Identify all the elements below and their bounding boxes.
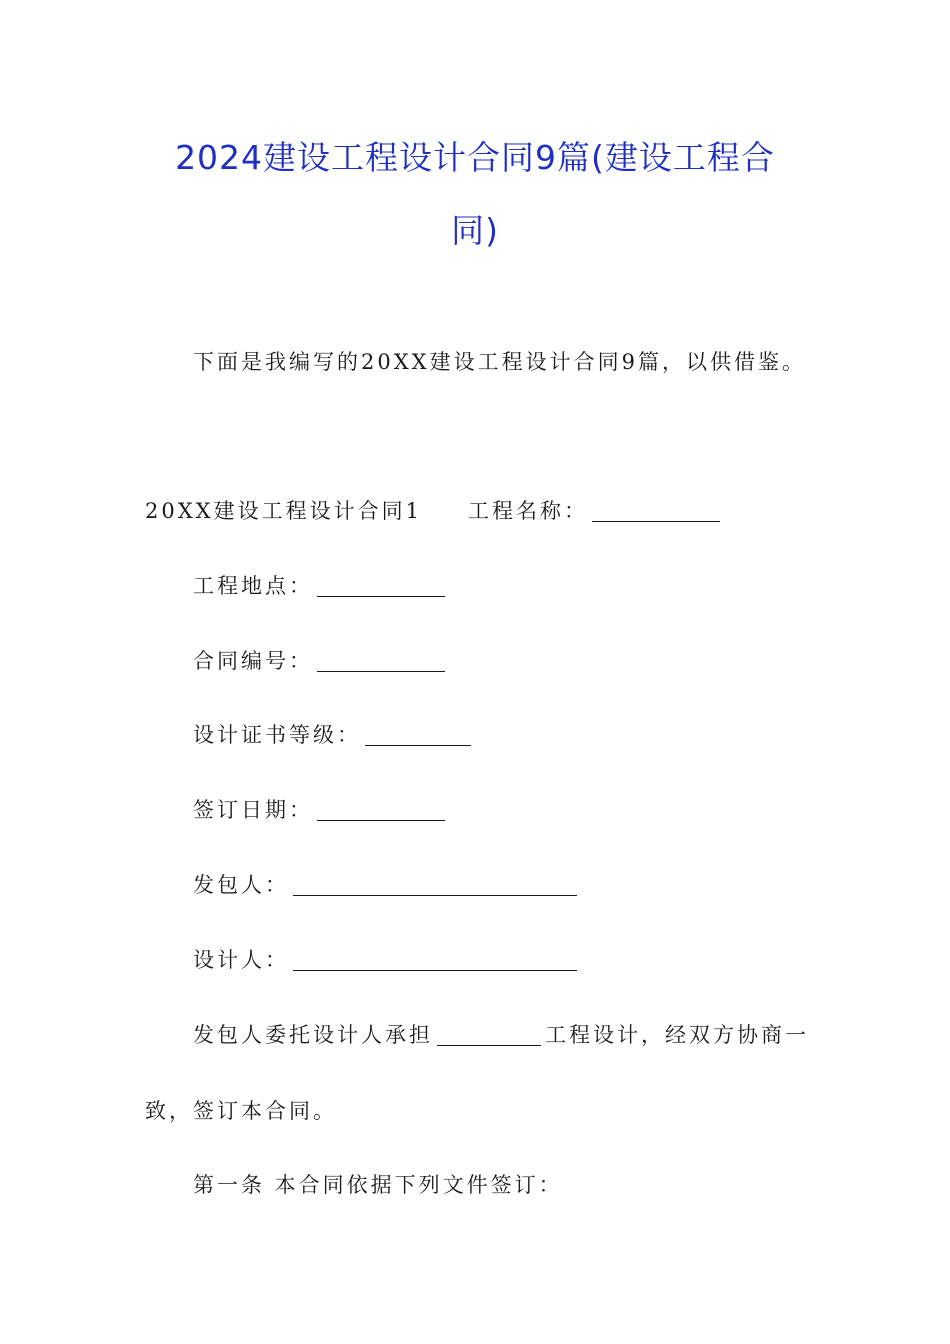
commission-project-blank [437, 1044, 541, 1046]
commission-paragraph [193, 1019, 809, 1049]
project-name-blank [592, 520, 720, 522]
employer-line [193, 869, 581, 899]
article-1: 第一条 本合同依据下列文件签订： [193, 1173, 563, 1197]
employer-label: 发包人： [193, 873, 289, 897]
project-location-label: 工程地点： [193, 574, 313, 598]
designer-blank [293, 969, 577, 971]
commission-text-start: 发包人委托设计人承担 [193, 1023, 433, 1047]
employer-blank [293, 894, 577, 896]
commission-text-end: 工程设计，经双方协商一 [545, 1023, 809, 1047]
document-title-continued: 同) [451, 211, 499, 250]
contract-number-label: 合同编号： [193, 649, 313, 673]
design-certificate-level-label: 设计证书等级： [193, 723, 361, 747]
project-name-label: 工程名称： [467, 499, 588, 523]
design-certificate-level-line [193, 719, 475, 749]
signing-date-label: 签订日期： [193, 798, 313, 822]
contract-number-line [193, 645, 449, 675]
designer-line [193, 944, 581, 974]
commission-paragraph-continued: 致，签订本合同。 [145, 1099, 337, 1123]
intro-paragraph: 下面是我编写的20XX建设工程设计合同9篇，以供借鉴。 [193, 350, 806, 374]
design-certificate-level-blank [365, 744, 471, 746]
signing-date-line [193, 794, 449, 824]
section-heading: 20XX建设工程设计合同1 [145, 499, 422, 523]
document-title: 2024建设工程设计合同9篇(建设工程合 [175, 138, 775, 177]
contract-number-blank [317, 670, 445, 672]
designer-label: 设计人： [193, 948, 289, 972]
signing-date-blank [317, 819, 445, 821]
project-location-blank [317, 595, 445, 597]
contract-heading-line [145, 495, 724, 525]
project-location-line [193, 570, 449, 600]
